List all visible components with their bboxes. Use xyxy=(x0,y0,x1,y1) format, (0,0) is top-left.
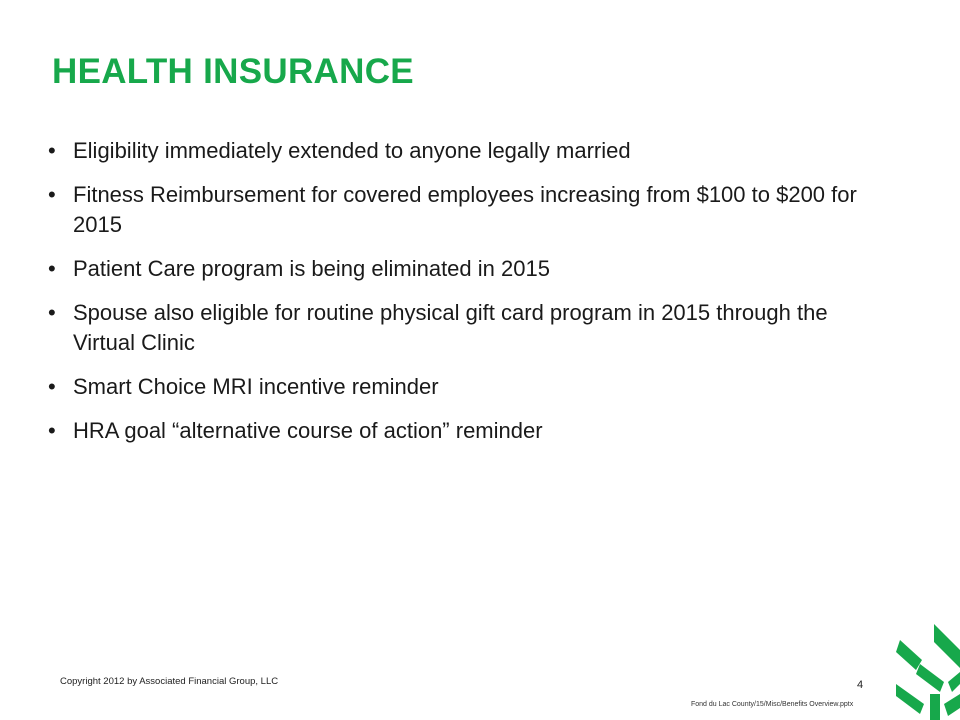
bullet-dot: • xyxy=(48,256,56,281)
bullet-item xyxy=(48,372,868,402)
file-path: Fond du Lac County/15/Misc/Benefits Overview.pptx xyxy=(691,701,854,708)
bullet-item xyxy=(48,254,868,284)
bullet-item xyxy=(48,136,868,166)
bullet-text-patient-care: Patient Care program is being eliminated in 2015 xyxy=(73,256,550,281)
page-number: 4 xyxy=(857,679,864,691)
logo-base-chevron xyxy=(944,694,960,716)
bullet-item xyxy=(48,298,868,358)
logo-right-chevron xyxy=(948,672,960,692)
bullet-item xyxy=(48,180,868,240)
bullet-dot: • xyxy=(48,182,56,207)
logo-lower-chevron xyxy=(896,684,924,714)
copyright-notice: Copyright 2012 by Associated Financial Group, LLC xyxy=(60,676,279,687)
logo-upper-chevron xyxy=(896,640,922,670)
bullet-dot: • xyxy=(48,374,56,399)
bullet-list xyxy=(48,136,868,460)
bullet-dot: • xyxy=(48,300,56,325)
bullet-item xyxy=(48,416,868,446)
evergreen-tree-logo-icon xyxy=(896,624,960,720)
bullet-dot: • xyxy=(48,138,56,163)
bullet-text-smart-choice-mri: Smart Choice MRI incentive reminder xyxy=(73,374,439,399)
bullet-text-fitness-reimbursement: Fitness Reimbursement for covered employees increasing from $100 to $200 for 2015 xyxy=(73,182,857,237)
logo-top-chevron xyxy=(934,624,960,668)
bullet-dot: • xyxy=(48,418,56,443)
logo-trunk xyxy=(930,694,940,720)
slide-title: HEALTH INSURANCE xyxy=(52,52,414,91)
bullet-text-spouse-gift-card: Spouse also eligible for routine physical gift card program in 2015 through the Virtual Clinic xyxy=(73,300,828,355)
bullet-text-hra-goal: HRA goal “alternative course of action” reminder xyxy=(73,418,543,443)
bullet-text-eligibility: Eligibility immediately extended to anyone legally married xyxy=(73,138,631,163)
logo-middle-chevron xyxy=(916,664,944,692)
